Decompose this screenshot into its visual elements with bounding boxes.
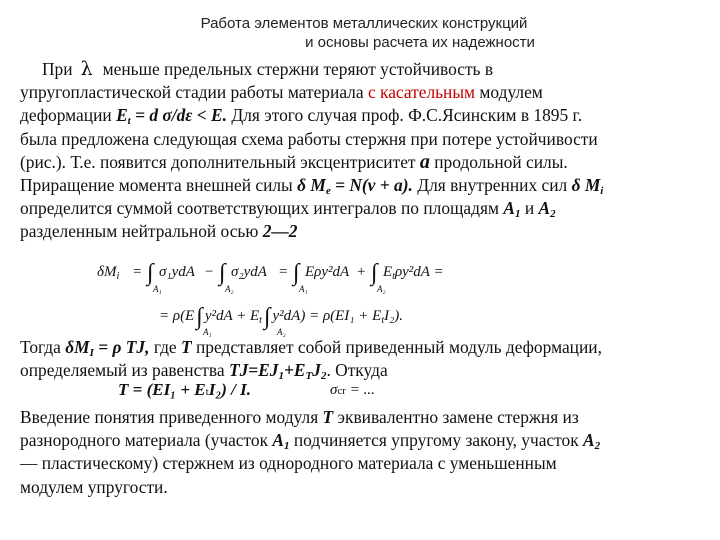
text: Для внутренних сил	[417, 174, 568, 195]
p1-line-3	[20, 104, 698, 127]
formula-mi-rho	[65, 337, 149, 357]
formula-text: = ...	[349, 382, 375, 398]
p3-line-2	[20, 429, 698, 452]
text: эквивалентно замене стержня из	[337, 407, 579, 427]
p1-line-7	[20, 197, 698, 220]
text: подчиняется упругому закону, участок	[293, 430, 579, 451]
formula-text: T = (EI₁ + E	[118, 380, 206, 399]
formula-text: J	[312, 360, 321, 381]
limit-a2: A₂	[225, 284, 234, 294]
subscript: 2	[594, 440, 601, 453]
formula-text: = ρ TJ,	[98, 337, 150, 357]
slide-title	[0, 14, 720, 52]
p2-line-2	[20, 359, 698, 382]
text: определяемый из равенства	[20, 360, 225, 381]
p1-line-5	[20, 151, 698, 174]
p2-line-1	[20, 336, 698, 359]
integrand-4: $E_t\rho y^2dA$ =	[383, 264, 444, 282]
limit-a1: A₁	[299, 284, 308, 294]
neutral-axis-label: 2—2	[262, 221, 298, 242]
lambda-symbol: λ	[80, 58, 93, 80]
p1-line-6	[20, 174, 698, 197]
text: Введение понятия приведенного модуля	[20, 407, 319, 427]
paragraph-1	[20, 58, 698, 244]
subscript: cr	[337, 385, 346, 397]
symbol-t: T	[181, 337, 192, 357]
paragraph-2	[20, 336, 698, 382]
plus-sign: +	[357, 264, 366, 280]
text: меньше предельных стержни теряют устойчивость в	[102, 59, 494, 79]
formula-text: TJ=EJ	[228, 360, 279, 381]
text: Приращение момента внешней силы	[20, 174, 293, 195]
limit-a2: A₂	[277, 327, 286, 337]
text: . Откуда	[326, 360, 388, 381]
title-line-1: Работа элементов металлических конструкций	[200, 15, 528, 32]
integral-sign-1: ∫	[147, 260, 154, 286]
text: представляет собой приведенный модуль деформации,	[196, 337, 602, 357]
text: Для этого случая проф. Ф.С.Ясинским в 1895 г.	[231, 105, 583, 126]
text: упругопластической стадии работы материала	[20, 82, 364, 103]
area-a2	[583, 430, 601, 453]
subscript: t	[205, 386, 209, 398]
formula-text: = d σ/dε < E.	[135, 105, 227, 126]
symbol: δM	[65, 337, 90, 357]
formula-me	[297, 175, 413, 195]
formula-t-reduced	[118, 380, 251, 400]
subscript: 1	[514, 208, 521, 221]
limit-a1: A₁	[153, 284, 162, 294]
formula-text: I₂) / I.	[208, 380, 251, 399]
text: разнородного материала (участок	[20, 430, 269, 451]
p1-line-2	[20, 81, 698, 104]
subscript: t	[127, 115, 131, 128]
subscript: e	[325, 184, 331, 197]
symbol: δ M	[571, 174, 601, 195]
symbol-t: T	[322, 407, 334, 427]
formula-text: +E	[283, 360, 306, 381]
text: разделенным нейтральной осью	[20, 221, 259, 242]
formula-sigma-cr	[330, 382, 375, 399]
area-a1	[272, 430, 290, 453]
p3-line-1	[20, 406, 698, 429]
integrand-1: σ₁ydA	[159, 264, 195, 280]
subscript: 2	[550, 208, 556, 221]
text: где	[153, 337, 177, 357]
eccentricity-symbol: a	[419, 150, 430, 173]
text: При	[42, 59, 73, 79]
equals-sign: =	[133, 264, 142, 280]
symbol: A	[503, 198, 515, 219]
symbol: A	[538, 198, 551, 219]
formula-tj	[228, 360, 327, 383]
p1-line-4: была предложена следующая схема работы стержня при потере устойчивости	[20, 128, 598, 149]
symbol: σ	[330, 382, 338, 398]
text: деформации	[20, 105, 112, 126]
equals-sign: =	[279, 264, 288, 280]
minus-sign: −	[205, 264, 214, 280]
p1-line-1	[20, 58, 698, 81]
text: и	[524, 198, 535, 219]
limit-a1: A₁	[203, 327, 212, 337]
subscript: T	[305, 370, 313, 383]
paragraph-3	[20, 406, 698, 499]
formula-text: = N(ν + a).	[335, 174, 413, 195]
formula-graphic	[95, 258, 495, 338]
subscript: I	[89, 347, 94, 359]
formula-lhs: $\delta M_i$	[97, 264, 120, 282]
integrand-2: σ₂ydA	[231, 264, 267, 280]
limit-a2: A₂	[377, 284, 386, 294]
subscript: 1	[278, 370, 284, 383]
integral-sign-2: ∫	[219, 260, 226, 286]
p3-line-4: модулем упругости.	[20, 476, 168, 497]
area-a1	[503, 198, 521, 221]
symbol: E	[116, 105, 128, 126]
subscript: 1	[284, 440, 290, 453]
symbol: A	[583, 430, 595, 451]
symbol: δ M	[297, 174, 326, 195]
subscript: i	[600, 184, 604, 197]
title-line-2: и основы расчета их надежности	[305, 34, 535, 51]
moment-integral-formula	[95, 258, 495, 338]
integral-sign-3: ∫	[293, 260, 300, 286]
text: модулем	[479, 82, 543, 103]
area-a2	[538, 198, 556, 221]
formula-mi	[572, 175, 604, 195]
highlight-tangent-modulus: с касательным	[367, 82, 476, 103]
p1-line-8	[20, 220, 698, 243]
symbol: A	[272, 430, 285, 451]
integral-sign-4: ∫	[371, 260, 378, 286]
text: Тогда	[20, 337, 61, 357]
text: продольной силы.	[434, 151, 568, 172]
integrand-3: Eρy²dA	[305, 264, 350, 280]
formula-row-2: = ρ(E∫ $y^2dA + E_t\int$ $y^2dA) = \rho(EI_1 + E_tI_2)$.	[159, 304, 404, 330]
text: определится суммой соответствующих интегралов по площадям	[20, 198, 499, 219]
text: (рис.). Т.е. появится дополнительный эксцентриситет	[20, 151, 416, 172]
subscript: 2	[320, 370, 327, 383]
p3-line-3: — пластическому) стержнем из однородного материала с уменьшенным	[20, 453, 557, 474]
formula-et	[116, 105, 227, 128]
